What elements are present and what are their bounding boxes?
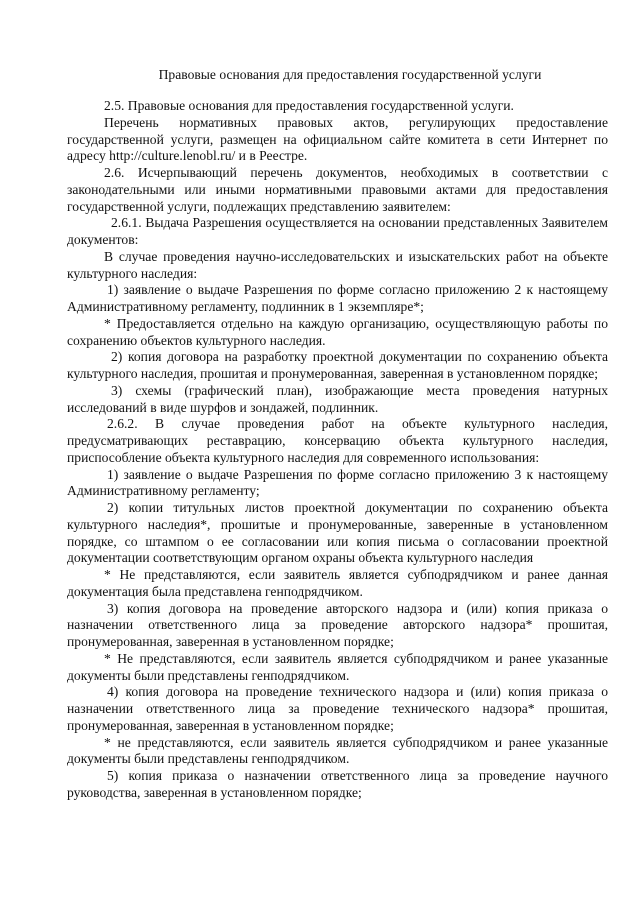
footnote-subcontractor-technical: * не представляются, если заявитель является субподрядчиком и ранее указанные документы были представлены генподрядчиком.: [67, 734, 608, 767]
page-title: Правовые основания для предоставления государственной услуги: [158, 67, 542, 82]
paragraph-2-6-2: 2.6.2. В случае проведения работ на объекте культурного наследия, предусматривающих реставрацию, консервацию объекта культурного наследия, приспособление объекта культурного наследия для современного использования:: [67, 416, 608, 465]
list-item-3-schemes: 3) схемы (графический план), изображающие места проведения натурных исследований в виде шурфов и зондажей, подлинник.: [67, 382, 608, 415]
list-item-2-title-pages: 2) копии титульных листов проектной документации по сохранению объекта культурного наследия*, прошитые и пронумерованные, заверенные в установленном порядке, со штампом о ее согласовании или копия письма о согласовании проектной документации соответствующим органом охраны объекта культурного наследия: [67, 500, 608, 566]
footnote-subcontractor-author: * Не представляются, если заявитель является субподрядчиком и ранее указанные документы были представлены генподрядчиком.: [67, 650, 608, 683]
paragraph-research-works: В случае проведения научно-исследовательских и изыскательских работ на объекте культурного наследия:: [67, 248, 608, 281]
paragraph-2-6: 2.6. Исчерпывающий перечень документов, необходимых в соответствии с законодательными или иными нормативными правовыми актами для предоставления государственной услуги, подлежащих представлению заявителем:: [67, 165, 608, 214]
list-item-2-contract: 2) копия договора на разработку проектной документации по сохранению объекта культурного наследия, прошитая и пронумерованная, заверенная в установленном порядке;: [67, 349, 608, 381]
list-item-1-application-form-3: 1) заявление о выдаче Разрешения по форме согласно приложению 3 к настоящему Административному регламенту;: [67, 466, 608, 499]
paragraph-2-5: 2.5. Правовые основания для предоставления государственной услуги.: [104, 98, 514, 113]
list-item-5-scientific-lead: 5) копия приказа о назначении ответственного лица за проведение научного руководства, заверенная в установленном порядке;: [67, 768, 608, 800]
list-item-3-author-supervision: 3) копия договора на проведение авторского надзора и (или) копия приказа о назначении ответственного лица за проведение авторского надзора* прошитая, пронумерованная, заверенная в установленном порядке;: [67, 600, 608, 649]
document-body: [67, 98, 608, 802]
paragraph-2-6-1: 2.6.1. Выдача Разрешения осуществляется на основании представленных Заявителем документов:: [67, 215, 608, 247]
list-item-1-application: 1) заявление о выдаче Разрешения по форме согласно приложению 2 к настоящему Административному регламенту, подлинник в 1 экземпляре*;: [67, 282, 608, 314]
list-item-4-technical-supervision: 4) копия договора на проведение технического надзора и (или) копия приказа о назначении ответственного лица за проведение технического надзора* прошитая, пронумерованная, заверенная в установленном порядке;: [67, 684, 608, 733]
paragraph-legal-acts: Перечень нормативных правовых актов, регулирующих предоставление государственной услуги, размещен на официальном сайте комитета в сети Интернет по адресу http://culture.lenobl.ru/ и в Реестре.: [67, 114, 608, 164]
footnote-each-organization: * Предоставляется отдельно на каждую организацию, осуществляющую работы по сохранению объектов культурного наследия.: [67, 315, 608, 348]
footnote-subcontractor-documentation: * Не представляются, если заявитель является субподрядчиком и ранее данная документация была представлена генподрядчиком.: [67, 567, 608, 599]
